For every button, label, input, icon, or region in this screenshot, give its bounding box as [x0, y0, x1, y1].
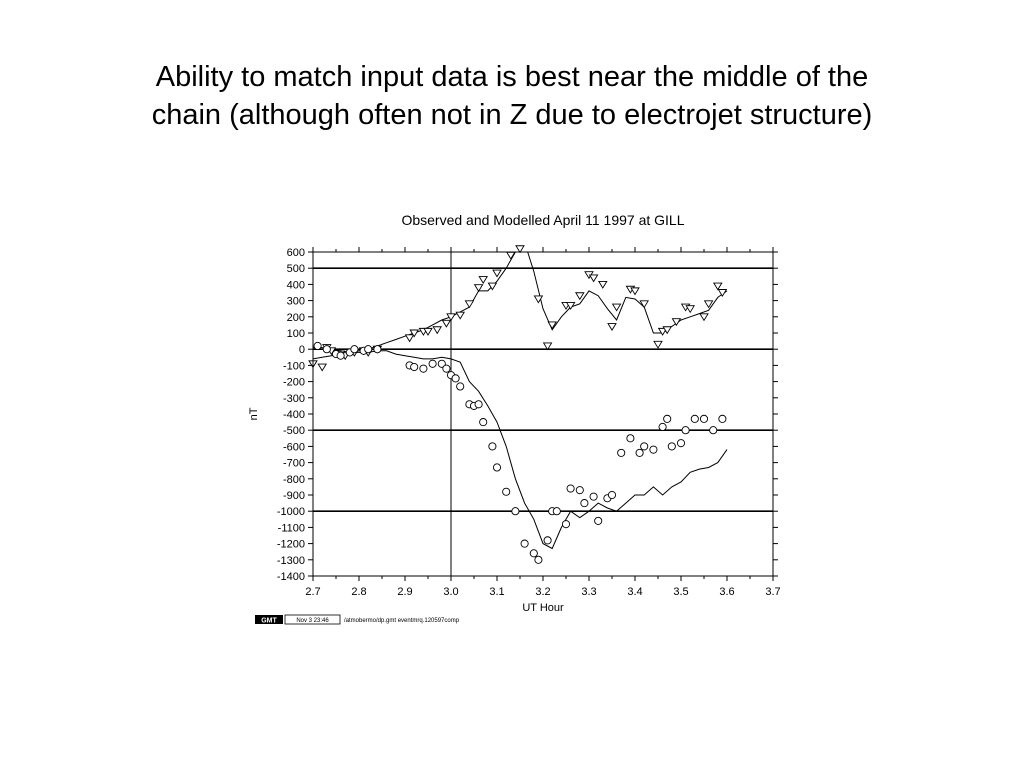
triangle-marker — [493, 270, 501, 277]
y-tick-label: -200 — [282, 376, 305, 389]
y-tick-label: 400 — [286, 279, 305, 292]
x-tick-label: 3.6 — [719, 586, 735, 598]
y-tick-label: -800 — [282, 473, 305, 486]
circle-marker — [553, 508, 560, 515]
y-tick-label: -600 — [282, 441, 305, 454]
circle-marker — [691, 415, 698, 422]
y-tick-label: -900 — [282, 490, 305, 502]
circle-marker — [457, 383, 464, 390]
circle-marker — [489, 443, 496, 450]
slide-title-line-1: Ability to match input data is best near the middle of the — [155, 61, 869, 93]
gmt-stamp — [255, 615, 460, 625]
y-tick-label: -400 — [282, 409, 305, 421]
y-tick-label: -1400 — [276, 571, 305, 583]
gmt-logo-text: GMT — [261, 617, 277, 625]
triangle-marker — [318, 364, 326, 371]
gmt-date-text: Nov 3 23:46 — [296, 618, 329, 624]
triangle-marker — [718, 290, 726, 297]
x-tick-label: 3.1 — [489, 586, 505, 598]
model-line-3 — [313, 348, 727, 549]
x-tick-labels — [305, 586, 780, 598]
y-tick-label: 100 — [286, 328, 305, 340]
triangle-marker — [590, 275, 598, 282]
circle-marker — [567, 485, 574, 492]
circle-marker — [429, 360, 436, 367]
circle-marker — [650, 446, 657, 453]
circle-marker — [314, 342, 321, 349]
circle-marker — [443, 365, 450, 372]
chart-title: Observed and Modelled April 11 1997 at GILL — [401, 212, 685, 228]
y-axis-label: nT — [248, 407, 260, 421]
triangle-marker — [631, 288, 639, 295]
circle-marker — [544, 537, 551, 544]
circle-marker — [618, 449, 625, 456]
model-line-2 — [313, 242, 727, 359]
circle-marker — [365, 346, 372, 353]
y-tick-label: 600 — [286, 247, 305, 259]
circle-marker — [493, 464, 500, 471]
y-tick-label: 200 — [286, 311, 305, 324]
triangle-marker — [714, 283, 722, 290]
y-tick-label: 500 — [286, 263, 305, 276]
triangle-marker — [654, 341, 662, 348]
y-tick-label: -1000 — [276, 506, 305, 519]
circle-marker — [700, 415, 707, 422]
x-axis-label: UT Hour — [522, 602, 564, 614]
circle-marker — [562, 521, 569, 528]
circle-marker — [659, 423, 666, 430]
circle-marker — [682, 427, 689, 434]
circle-marker — [374, 346, 381, 353]
triangle-marker — [576, 293, 584, 300]
y-tick-labels — [277, 247, 305, 583]
circle-marker — [608, 491, 615, 498]
x-tick-label: 3.7 — [765, 586, 781, 598]
circle-marker — [664, 415, 671, 422]
circle-marker — [351, 346, 358, 353]
circle-marker — [530, 550, 537, 557]
circle-marker — [576, 487, 583, 494]
triangle-marker — [672, 319, 680, 326]
triangle-marker — [447, 314, 455, 321]
circle-marker — [595, 517, 602, 524]
observed-markers — [309, 246, 726, 564]
gmt-command-text: /atmobermo/dp.gmt eventmrq.120597comp — [344, 618, 460, 624]
y-tick-label: -1200 — [276, 538, 305, 551]
y-tick-label: -300 — [282, 392, 305, 405]
circle-marker — [323, 346, 330, 353]
circle-marker — [475, 401, 482, 408]
triangle-marker — [608, 324, 616, 331]
circle-marker — [641, 443, 648, 450]
triangle-marker — [686, 306, 694, 313]
triangle-marker — [406, 335, 414, 342]
circle-marker — [719, 415, 726, 422]
triangle-marker — [613, 304, 621, 311]
circle-marker — [512, 508, 519, 515]
circle-marker — [636, 449, 643, 456]
x-tick-label: 3.4 — [627, 586, 643, 598]
x-tick-label: 3.3 — [581, 586, 597, 598]
y-tick-label: -700 — [282, 457, 305, 470]
y-tick-label: -1100 — [277, 522, 305, 535]
circle-marker — [480, 419, 487, 426]
circle-marker — [677, 440, 684, 447]
circle-marker — [420, 365, 427, 372]
y-tick-label: -100 — [282, 360, 305, 373]
triangle-marker — [456, 312, 464, 319]
y-tick-label: -1300 — [276, 554, 305, 567]
y-tick-label: -500 — [282, 425, 305, 438]
circle-marker — [452, 375, 459, 382]
circle-marker — [521, 540, 528, 547]
x-tick-label: 3.5 — [673, 586, 689, 598]
triangle-marker — [433, 327, 441, 334]
circle-marker — [411, 363, 418, 370]
circle-marker — [535, 556, 542, 563]
triangle-marker — [599, 281, 607, 288]
circle-marker — [590, 493, 597, 500]
triangle-marker — [475, 285, 483, 292]
y-tick-label: 300 — [286, 295, 305, 308]
circle-marker — [710, 427, 717, 434]
triangle-marker — [465, 301, 473, 308]
model-lines — [313, 242, 727, 548]
circle-marker — [581, 500, 588, 507]
triangle-marker — [700, 314, 708, 321]
y-tick-label: 0 — [298, 344, 305, 357]
circle-marker — [337, 352, 344, 359]
x-tick-label: 2.8 — [351, 586, 367, 598]
circle-marker — [503, 488, 510, 495]
slide-title-line-2: chain (although often not in Z due to electrojet structure) — [151, 99, 873, 131]
x-tick-label: 2.7 — [305, 586, 321, 598]
triangle-marker — [516, 246, 524, 253]
x-tick-label: 3.0 — [443, 586, 459, 598]
axis-ticks — [308, 247, 778, 581]
x-tick-label: 2.9 — [397, 586, 413, 598]
circle-marker — [627, 435, 634, 442]
triangle-marker — [479, 277, 487, 284]
circle-marker — [668, 443, 675, 450]
x-tick-label: 3.2 — [535, 586, 551, 598]
triangle-marker — [442, 320, 450, 327]
